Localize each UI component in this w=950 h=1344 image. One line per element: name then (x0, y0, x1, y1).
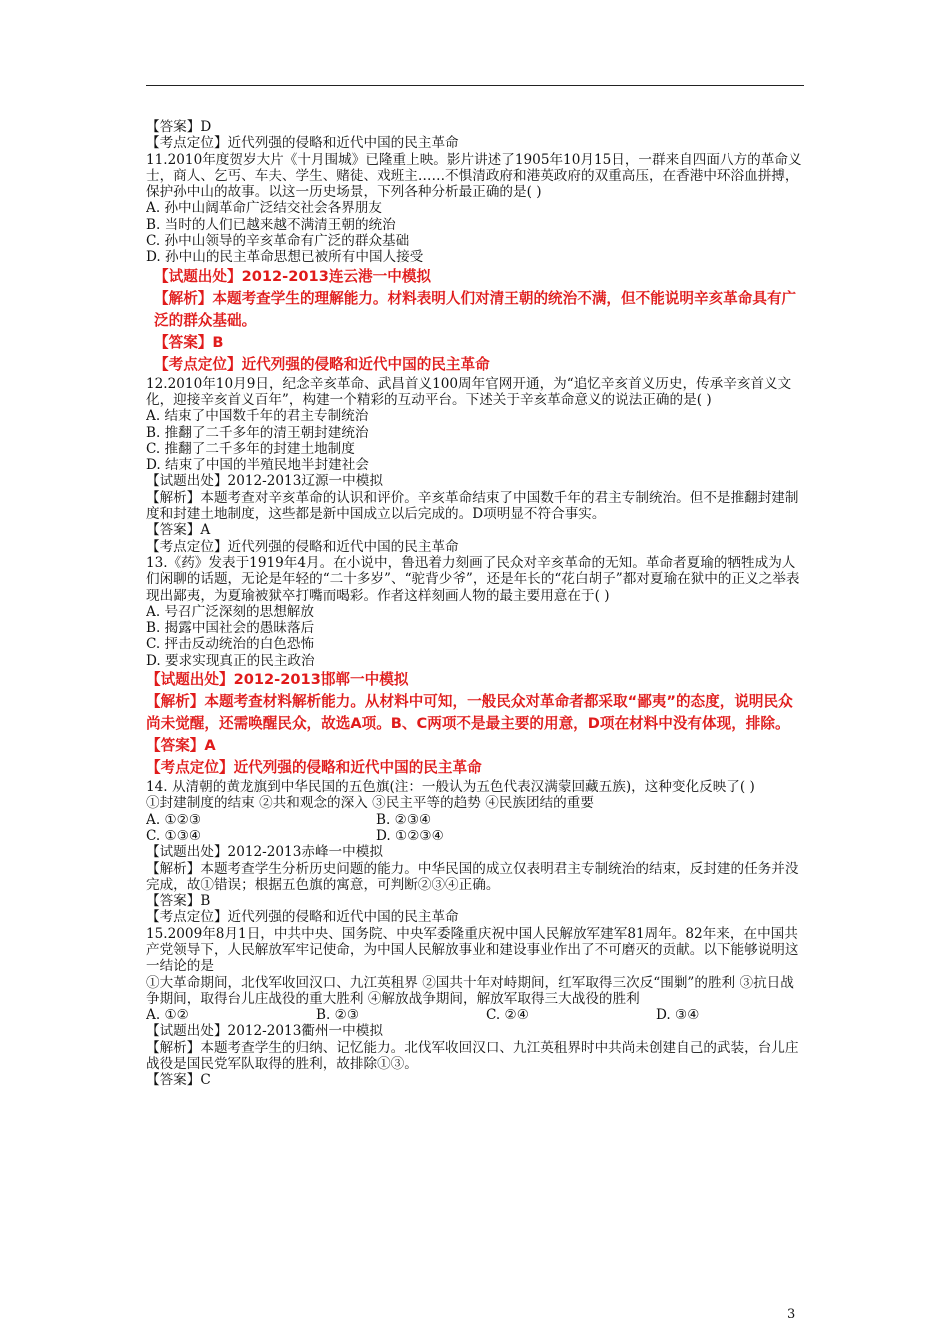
text-line: C. 抨击反动统治的白色恐怖 (146, 636, 315, 653)
text-line: 【答案】D (146, 119, 212, 135)
highlighted-answer-line: 【考点定位】近代列强的侵略和近代中国的民主革命 (154, 355, 490, 373)
text-line: 12.2010年10月9日，纪念辛亥革命、武昌首义100周年官网开通，为“追忆辛亥首义历史，传承辛亥首义文化，迎接辛亥首义百年”，构建一个精彩的互动平台。下述关于辛亥革命意义的说法正确的是( ) (146, 375, 792, 408)
text-line: 15.2009年8月1日，中共中央、国务院、中央军委隆重庆祝中国人民解放军建军81周年。82年来，在中国共产党领导下，人民解放军牢记使命，为中国人民解放事业和建设事业作出了不可磨灭的贡献。以下能够说明这一结论的是 (146, 925, 799, 975)
option-text: C. ②④ (486, 1007, 529, 1024)
highlighted-answer-line: 【考点定位】近代列强的侵略和近代中国的民主革命 (146, 759, 482, 777)
text-line: B. 揭露中国社会的愚昧落后 (146, 620, 315, 637)
text-line: 13.《药》发表于1919年4月。在小说中，鲁迅着力刻画了民众对辛亥革命的无知。革命者夏瑜的牺牲成为人们闲聊的话题，无论是年轻的“二十多岁”、“驼背少爷”，还是年长的“花白胡子”都对夏瑜在狱中的正义之举表现出鄙夷，为夏瑜被狱卒打嘴而喝彩。作者这样刻画人物的最主要用意在于( ) (146, 554, 800, 604)
text-line: ①大革命期间，北伐军收回汉口、九江英租界 ②国共十年对峙期间，红军取得三次反“围剿”的胜利 ③抗日战争期间，取得台儿庄战役的重大胜利 ④解放战争期间，解放军取得三大战役的胜利 (146, 974, 794, 1007)
highlighted-answer-line: 【答案】B (154, 333, 224, 351)
text-line: D. 结束了中国的半殖民地半封建社会 (146, 457, 369, 474)
option-row (146, 812, 806, 828)
text-line: 【答案】B (146, 893, 211, 910)
text-line: 【试题出处】2012-2013辽源一中模拟 (146, 473, 383, 490)
text-line: D. 要求实现真正的民主政治 (146, 652, 315, 669)
highlighted-answer-line: 【试题出处】2012-2013邯郸一中模拟 (146, 671, 409, 689)
text-line: A. 号召广泛深刻的思想解放 (146, 603, 314, 620)
text-line: C. 孙中山领导的辛亥革命有广泛的群众基础 (146, 233, 410, 250)
text-line: B. 当时的人们已越来越不满清王朝的统治 (146, 216, 396, 233)
text-line: 11.2010年度贺岁大片《十月围城》已隆重上映。影片讲述了1905年10月15日，一群来自四面八方的革命义士，商人、乞丐、车夫、学生、赌徒、戏班主……不惧清政府和港英政府的双重高压，在香港中环浴血拼搏，保护孙中山的故事。以这一历史场景，下列各种分析最正确的是( ) (146, 151, 802, 201)
header-rule (146, 85, 804, 86)
option-text: B. ②③ (316, 1007, 360, 1024)
document-body (146, 119, 806, 1089)
highlighted-answer-line: 【试题出处】2012-2013连云港一中模拟 (154, 267, 432, 285)
highlighted-answer-line: 【答案】A (146, 737, 216, 755)
option-text: D. ③④ (656, 1007, 700, 1024)
option-text: B. ②③④ (376, 811, 432, 828)
text-line: 【考点定位】近代列强的侵略和近代中国的民主革命 (146, 538, 459, 555)
text-line: ①封建制度的结束 ②共和观念的深入 ③民主平等的趋势 ④民族团结的重要 (146, 795, 594, 812)
text-line: D. 孙中山的民主革命思想已被所有中国人接受 (146, 249, 424, 266)
option-row (146, 1007, 806, 1023)
highlighted-answer-line: 【解析】本题考查材料解析能力。从材料中可知，一般民众对革命者都采取“鄙夷”的态度，说明民众尚未觉醒，还需唤醒民众，故选A项。B、C两项不是最主要的用意，D项在材料中没有体现，排除。 (146, 693, 793, 733)
text-line: 【试题出处】2012-2013衢州一中模拟 (146, 1023, 383, 1040)
highlighted-answer-line: 【解析】本题考查学生的理解能力。材料表明人们对清王朝的统治不满，但不能说明辛亥革命具有广泛的群众基础。 (154, 289, 797, 329)
page-number: 3 (787, 1307, 796, 1322)
option-text: A. ①②③ (146, 811, 202, 828)
text-line: 【解析】本题考查对辛亥革命的认识和评价。辛亥革命结束了中国数千年的君主专制统治。但不是推翻封建制度和封建土地制度，这些都是新中国成立以后完成的。D项明显不符合事实。 (146, 489, 799, 523)
text-line: 【答案】C (146, 1072, 211, 1089)
option-row (146, 828, 806, 844)
text-line: 【解析】本题考查学生分析历史问题的能力。中华民国的成立仅表明君主专制统治的结束，反封建的任务并没完成，故①错误；根据五色旗的寓意，可判断②③④正确。 (146, 860, 799, 893)
text-line: 【考点定位】近代列强的侵略和近代中国的民主革命 (146, 909, 459, 926)
option-text: D. ①②③④ (376, 827, 444, 844)
option-text: A. ①② (146, 1007, 189, 1024)
text-line: A. 孙中山阔革命广泛结交社会各界朋友 (146, 200, 382, 217)
text-line: B. 推翻了二千多年的清王朝封建统治 (146, 424, 369, 441)
text-line: 【解析】本题考查学生的归纳、记忆能力。北伐军收回汉口、九江英租界时中共尚未创建自己的武装，台儿庄战役是国民党军队取得的胜利，故排除①③。 (146, 1039, 799, 1073)
text-line: A. 结束了中国数千年的君主专制统治 (146, 408, 369, 425)
text-line: 【考点定位】近代列强的侵略和近代中国的民主革命 (146, 135, 459, 152)
option-text: C. ①③④ (146, 827, 202, 844)
text-line: C. 推翻了二千多年的封建土地制度 (146, 440, 355, 457)
text-line: 【试题出处】2012-2013赤峰一中模拟 (146, 844, 383, 861)
text-line: 【答案】A (146, 522, 211, 539)
text-line: 14. 从清朝的黄龙旗到中华民国的五色旗(注：一般认为五色代表汉满蒙回藏五族)，这种变化反映了( ) (146, 779, 755, 796)
